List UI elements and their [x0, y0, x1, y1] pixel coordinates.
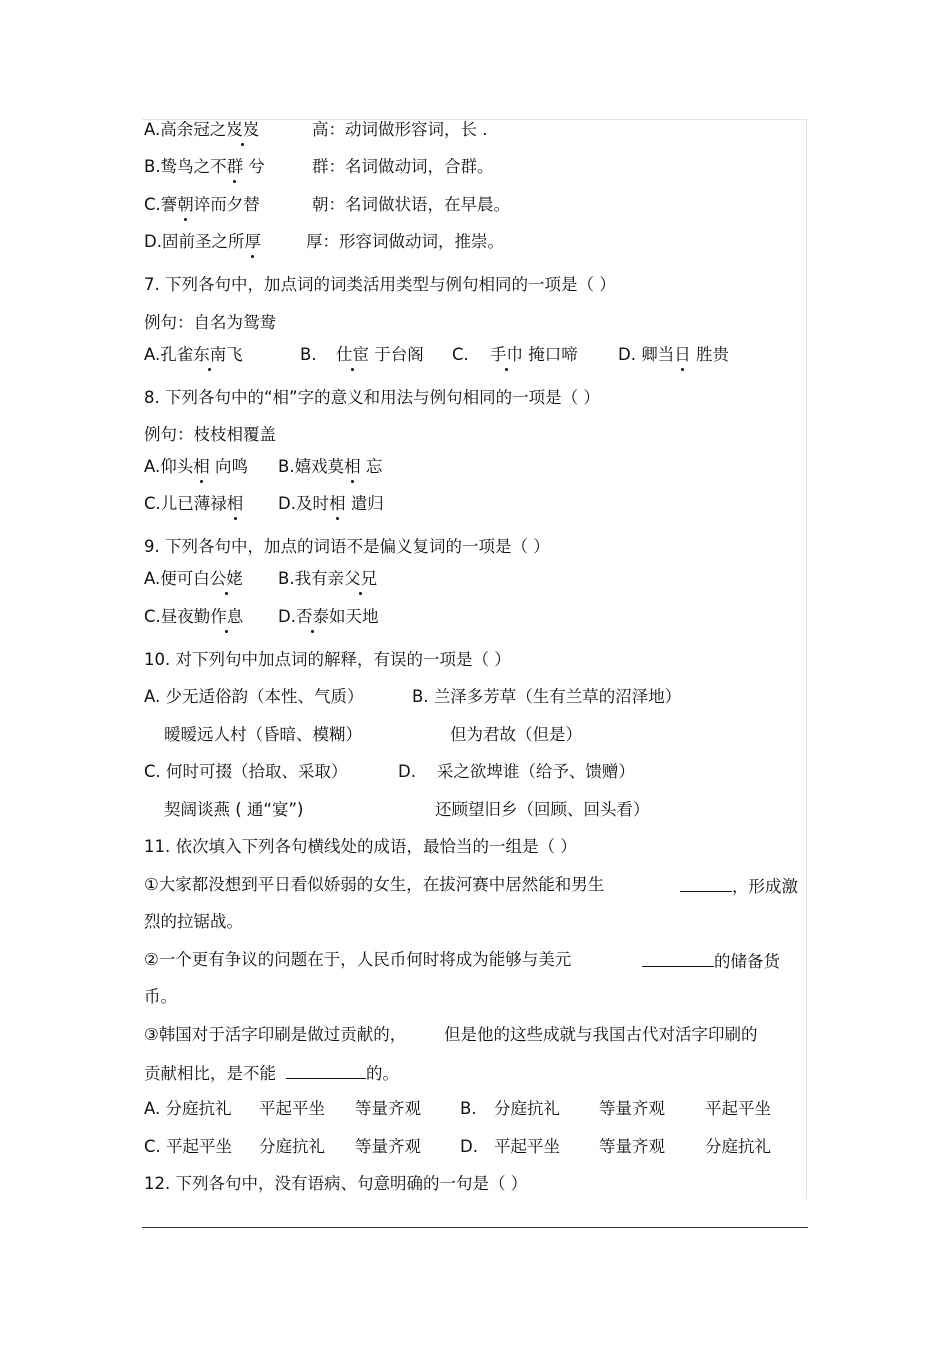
q10-row-2: 暧暧远人村（昏暗、模糊） 但为君故（但是） [164, 725, 582, 744]
footer-rule [142, 1227, 808, 1228]
q8-stem: 8. 下列各句中的“相”字的意义和用法与例句相同的一项是（ ） [144, 388, 600, 407]
q7-options: A.孔雀东南飞 B. 仕宦 于台阁 C. 手巾 掩口啼 D. 卿当日 胜贵 [144, 345, 729, 364]
q8-example: 例句：枝枝相覆盖 [144, 425, 276, 444]
q11-sentence-2-cont: 币。 [144, 987, 177, 1006]
q9-options-cd: C.昼夜勤作息 D.否泰如天地 [144, 607, 379, 626]
q8-options-cd: C.儿已薄禄相 D.及时相 遣归 [144, 494, 384, 513]
q10-row-1: A. 少无适俗韵（本性、气质） B. 兰泽多芳草（生有兰草的沼泽地） [144, 687, 682, 706]
q12-stem: 12. 下列各句中，没有语病、句意明确的一句是（ ） [144, 1174, 528, 1193]
q6-option-a: A.高余冠之岌岌 高：动词做形容词，长 . [144, 120, 488, 139]
q9-options-ab: A.便可白公姥 B.我有亲父兄 [144, 569, 378, 588]
q10-row-3: C. 何时可掇（拾取、采取） D. 采之欲埤谁（给予、馈赠） [144, 762, 635, 781]
blank-3 [286, 1062, 366, 1079]
q10-row-4: 契阔谈燕 ( 通“宴”) 还顾望旧乡（回顾、回头看） [164, 800, 650, 819]
blank-2 [642, 950, 714, 967]
q11-options-ab: A. 分庭抗礼 平起平坐 等量齐观 B. 分庭抗礼 等量齐观 平起平坐 [144, 1099, 771, 1118]
q11-sentence-1: ①大家都没想到平日看似娇弱的女生，在拔河赛中居然能和男生 ，形成激 [144, 875, 798, 896]
q9-stem: 9. 下列各句中，加点的词语不是偏义复词的一项是（ ） [144, 537, 550, 556]
q11-stem: 11. 依次填入下列各句横线处的成语，最恰当的一组是（ ） [144, 837, 577, 856]
q10-stem: 10. 对下列句中加点词的解释，有误的一项是（ ） [144, 650, 511, 669]
q8-options-ab: A.仰头相 向鸣 B.嬉戏莫相 忘 [144, 457, 383, 476]
blank-1 [680, 875, 732, 892]
q11-sentence-2: ②一个更有争议的问题在于，人民币何时将成为能够与美元 的储备货 [144, 950, 780, 971]
q11-sentence-3-cont: 贡献相比，是不能 的。 [144, 1064, 399, 1083]
q7-stem: 7. 下列各句中，加点词的词类活用类型与例句相同的一项是（ ） [144, 275, 616, 294]
q6-option-c: C.謇朝谇而夕替 朝：名词做状语，在早晨。 [144, 195, 510, 214]
q6-option-b: B.鸷鸟之不群 兮 群：名词做动词，合群。 [144, 157, 494, 176]
q7-example: 例句：自名为鸳鸯 [144, 313, 276, 332]
q11-sentence-3: ③韩国对于活字印刷是做过贡献的， 但是他的这些成就与我国古代对活字印刷的 [144, 1025, 758, 1044]
q11-sentence-1-cont: 烈的拉锯战。 [144, 912, 243, 931]
q11-options-cd: C. 平起平坐 分庭抗礼 等量齐观 D. 平起平坐 等量齐观 分庭抗礼 [144, 1137, 771, 1156]
q6-option-d: D.固前圣之所厚 厚：形容词做动词，推崇。 [144, 232, 504, 251]
